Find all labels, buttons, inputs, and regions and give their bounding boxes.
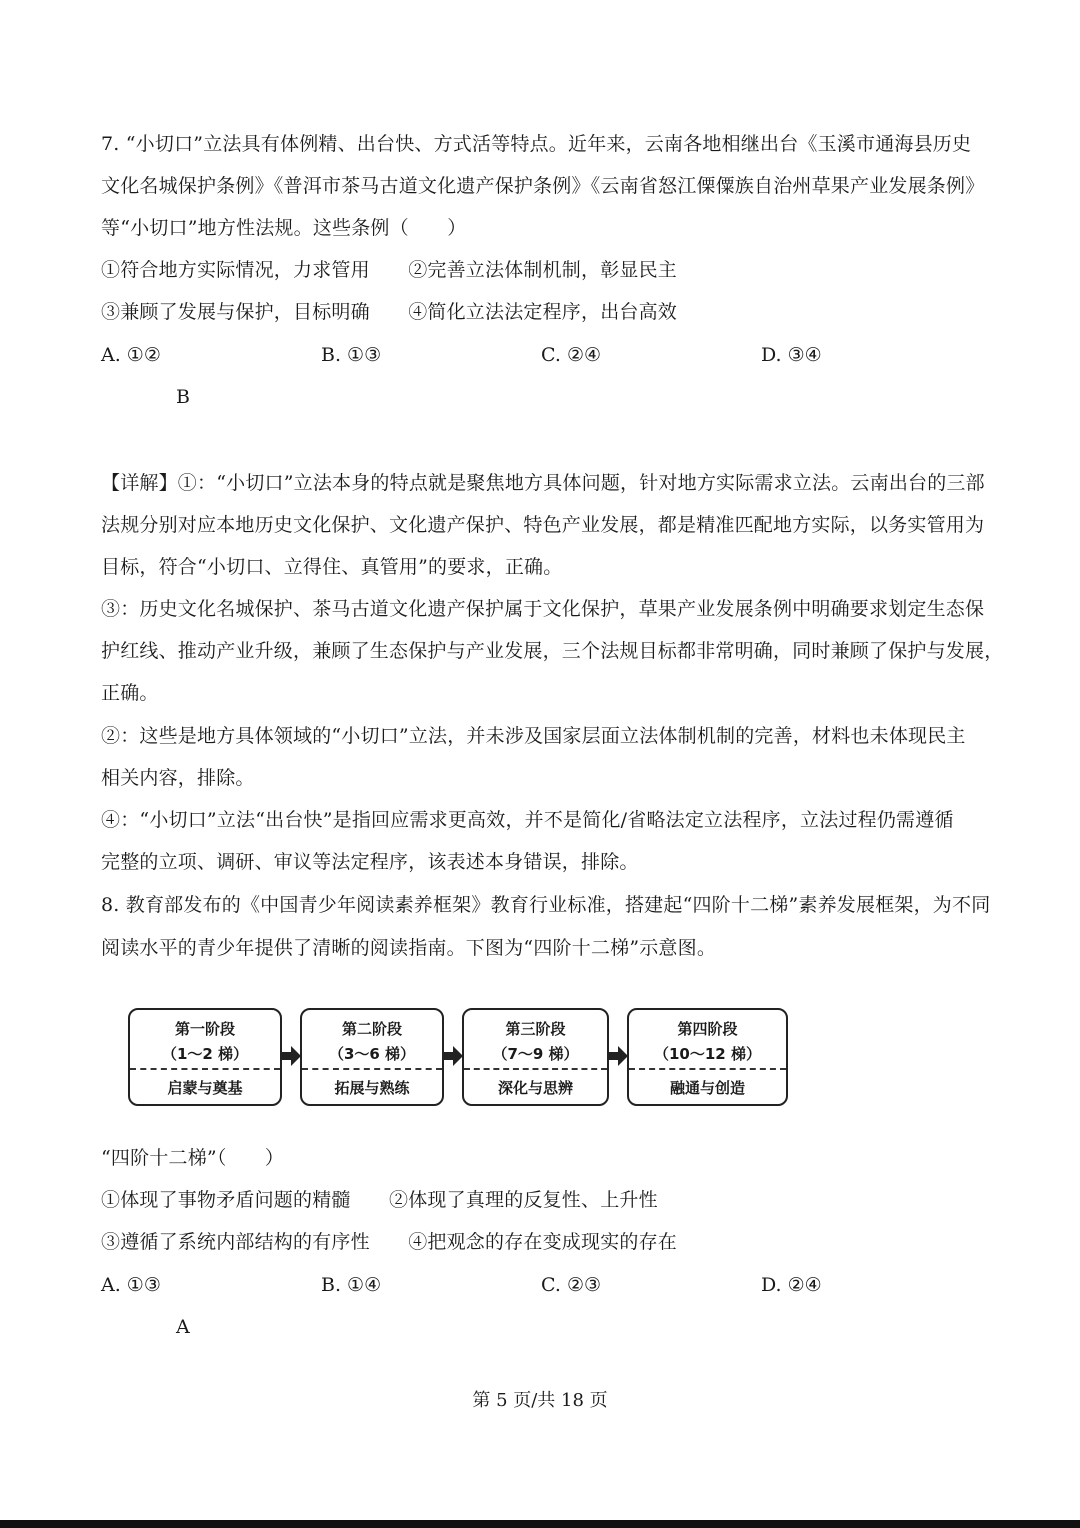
q8-option-c: C. ②③ [541, 1274, 602, 1296]
stage-1-divider [130, 1068, 280, 1070]
page-footer: 第 5 页/共 18 页 [472, 1390, 608, 1411]
arrow-right-icon [281, 1045, 301, 1067]
q8-stem-line-1: 8. 教育部发布的《中国青少年阅读素养框架》教育行业标准，搭建起“四阶十二梯”素养发展框架，为不同 [101, 894, 991, 916]
stage-4-steps: （10～12 梯） [654, 1045, 761, 1063]
q8-item-line-2: ③遵循了系统内部结构的有序性 ④把观念的存在变成现实的存在 [101, 1231, 678, 1253]
q7-explanation-line-5: 护红线、推动产业升级，兼顾了生态保护与产业发展，三个法规目标都非常明确，同时兼顾了保护与发展， [101, 640, 1004, 662]
q8-answer: A [176, 1316, 190, 1338]
stage-4-title: 第四阶段 [677, 1020, 738, 1038]
q8-stem-line-2: 阅读水平的青少年提供了清晰的阅读指南。下图为“四阶十二梯”示意图。 [101, 937, 717, 959]
scan-bottom-edge [0, 1520, 1080, 1528]
q7-item-line-2: ③兼顾了发展与保护，目标明确 ④简化立法法定程序，出台高效 [101, 301, 678, 323]
stage-box-2 [300, 1008, 444, 1106]
q7-explanation-line-2: 法规分别对应本地历史文化保护、文化遗产保护、特色产业发展，都是精准匹配地方实际，以务实管用为 [101, 514, 985, 536]
q8-question-stem: “四阶十二梯”（ ） [101, 1147, 285, 1169]
q8-item-line-1: ①体现了事物矛盾问题的精髓 ②体现了真理的反复性、上升性 [101, 1189, 658, 1211]
q8-option-d: D. ②④ [761, 1274, 822, 1296]
q7-stem-line-1: 7. “小切口”立法具有体例精、出台快、方式活等特点。近年来，云南各地相继出台《玉溪市通海县历史 [101, 133, 972, 155]
q7-stem-line-2: 文化名城保护条例》《普洱市茶马古道文化遗产保护条例》《云南省怒江傈僳族自治州草果产业发展条例》 [101, 175, 985, 197]
arrow-right-icon [443, 1045, 463, 1067]
q7-explanation-line-7: ②：这些是地方具体领域的“小切口”立法，并未涉及国家层面立法体制机制的完善，材料也未体现民主 [101, 725, 966, 747]
q7-explanation-line-3: 目标，符合“小切口、立得住、真管用”的要求，正确。 [101, 556, 563, 578]
stage-4-theme: 融通与创造 [669, 1079, 745, 1097]
q7-answer: B [176, 386, 190, 408]
stage-2-steps: （3～6 梯） [328, 1045, 416, 1063]
stage-3-steps: （7～9 梯） [492, 1045, 579, 1063]
q8-option-a: A. ①③ [101, 1274, 161, 1296]
arrow-right-icon [608, 1045, 628, 1067]
q7-explanation-line-9: ④：“小切口”立法“出台快”是指回应需求更高效，并不是简化/省略法定立法程序，立法过程仍需遵循 [101, 809, 954, 831]
stage-2-divider [302, 1068, 442, 1070]
q7-explanation-line-10: 完整的立项、调研、审议等法定程序，该表述本身错误，排除。 [101, 851, 639, 873]
stage-2-title: 第二阶段 [341, 1020, 402, 1038]
q7-explanation-line-8: 相关内容，排除。 [101, 767, 255, 789]
stage-box-4 [627, 1008, 788, 1106]
q7-explanation-line-6: 正确。 [101, 682, 159, 704]
stage-3-divider [464, 1068, 607, 1070]
q7-explanation-line-4: ③：历史文化名城保护、茶马古道文化遗产保护属于文化保护，草果产业发展条例中明确要求划定生态保 [101, 598, 985, 620]
q8-option-b: B. ①④ [321, 1274, 382, 1296]
q7-option-c: C. ②④ [541, 344, 602, 366]
stage-box-3 [462, 1008, 609, 1106]
stage-1-title: 第一阶段 [174, 1020, 235, 1038]
stage-1-theme: 启蒙与奠基 [167, 1079, 243, 1097]
q7-option-a: A. ①② [101, 344, 161, 366]
q7-explanation-line-1: 【详解】①：“小切口”立法本身的特点就是聚焦地方具体问题，针对地方实际需求立法。云南出台的三部 [101, 472, 985, 494]
q7-item-line-1: ①符合地方实际情况，力求管用 ②完善立法体制机制，彰显民主 [101, 259, 678, 281]
stage-2-theme: 拓展与熟练 [334, 1079, 410, 1097]
q7-option-b: B. ①③ [321, 344, 382, 366]
stage-box-1 [128, 1008, 282, 1106]
stage-4-divider [629, 1068, 786, 1070]
q7-stem-line-3: 等“小切口”地方性法规。这些条例（ ） [101, 217, 467, 239]
stage-1-steps: （1～2 梯） [161, 1045, 249, 1063]
q7-option-d: D. ③④ [761, 344, 822, 366]
stage-3-theme: 深化与思辨 [497, 1079, 573, 1097]
stage-3-title: 第三阶段 [505, 1020, 566, 1038]
